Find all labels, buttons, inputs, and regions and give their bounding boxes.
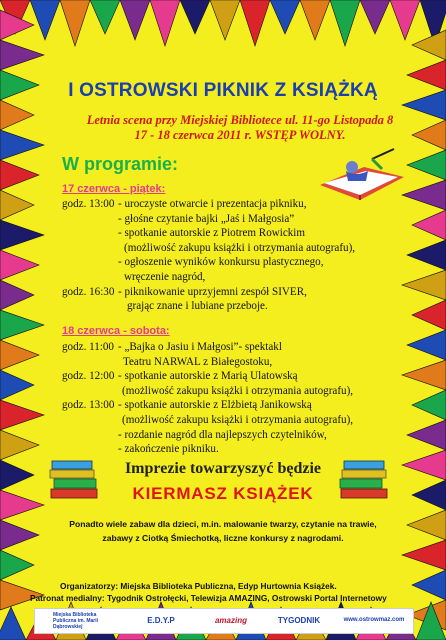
schedule-item: - spotkanie autorskie z Elżbietą Janikowską [118,399,312,412]
border-triangle [270,0,300,34]
border-triangle [412,390,446,420]
border-triangle [412,30,446,60]
program-heading: W programie: [62,154,179,174]
extra-line-2: zabawy z Ciotką Śmiechotką, liczne konkursy z nagrodami. [102,533,344,543]
border-triangle [412,210,446,240]
schedule-time: godz. 12:00 [62,370,115,383]
schedule-time: godz. 13:00 [62,399,115,412]
border-triangle [407,420,446,450]
kiermasz-heading: KIERMASZ KSIĄŻEK [132,484,314,503]
border-triangle [0,130,44,160]
schedule-item: - „Bajka o Jasiu i Małgosi”- spektakl [118,341,282,353]
schedule-item: Teatru NARWAL z Białegostoku, [123,355,273,368]
schedule-item: - uroczyste otwarcie i prezentacja pikniku, [118,198,307,210]
schedule-item: (możliwość zakupu książki i otrzymania autografu), [124,241,356,254]
border-triangle [412,570,446,600]
border-triangle [0,100,34,130]
border-triangle [412,300,446,330]
border-triangle [0,607,26,640]
schedule-time: godz. 16:30 [62,285,115,298]
portal-logo: www.ostrowmaz.com [343,617,405,623]
border-triangle [150,0,180,46]
border-triangle [0,160,39,190]
imprezie-text: Imprezie towarzyszyć będzie [124,460,322,477]
edyp-logo: E.D.Y.P [147,616,175,625]
border-triangle [0,190,34,220]
border-triangle [0,340,39,370]
border-triangle [360,0,390,34]
border-triangle [120,0,150,40]
event-title: I OSTROWSKI PIKNIK Z KSIĄŻKĄ [68,80,378,101]
schedule-item: - głośne czytanie bajki „Jaś i Małgosia” [118,212,295,225]
schedule-time: godz. 13:00 [62,198,115,210]
border-triangle [0,430,39,460]
schedule-item: grając znane i lubiane przeboje. [127,300,268,313]
library-logo: Miejska Biblioteka Publiczna im. Marii Dąbrowskiej [53,612,99,629]
border-triangle [407,240,446,270]
schedule-item: wręczenie nagród, [124,271,206,283]
border-triangle [0,40,44,70]
border-triangle [0,310,44,340]
border-triangle [180,0,210,34]
border-triangle [210,0,240,40]
schedule-item: (możliwość zakupu książki i otrzymania autografu), [122,384,354,397]
amazing-logo: amazing [214,616,247,625]
day2-heading: 18 czerwca - sobota: [62,325,170,337]
border-triangle [0,550,34,580]
border-triangle [240,0,270,46]
border-triangle [0,280,34,310]
schedule-item: - spotkanie autorskie z Piotrem Rowickim [118,227,306,240]
schedule-time: godz. 11:00 [62,341,114,353]
day1-heading: 17 czerwca - piątek: [62,183,166,195]
border-triangle [407,150,446,180]
border-triangle [90,0,120,34]
border-triangle [0,250,39,280]
patrons-text: Patronat medialny: Tygodnik Ostrołęcki, Telewizja AMAZING, Ostrowski Portal Internetowy [30,593,387,603]
schedule-item: - piknikowanie uprzyjemni zespół SIVER, [118,285,307,298]
border-triangle [407,330,446,360]
border-triangle [0,400,44,430]
border-triangle [60,0,90,46]
schedule-item: - zakończenie pikniku. [118,443,219,456]
tygodnik-logo: TYGODNIK [277,616,321,625]
border-triangle [300,0,330,40]
border-triangle [402,540,446,570]
flying-book-illustration [312,145,412,215]
venue-line: Letnia scena przy Miejskiej Bibliotece ul. 11-go Listopada 8 [86,113,394,127]
border-triangle [0,370,34,400]
border-triangle [330,0,360,46]
border-triangle [0,220,44,250]
date-line: 17 - 18 czerwca 2011 r. WSTĘP WOLNY. [134,128,346,142]
schedule-item: - spotkanie autorskie z Marią Ulatowską [118,370,298,383]
border-triangle [390,0,420,40]
organizers-text: Organizatorzy: Miejska Biblioteka Publiczna, Edyp Hurtownia Książek. [60,581,337,591]
border-triangle [30,0,60,40]
schedule-item: (możliwość zakupu książki i otrzymania autografu), [122,414,354,426]
extra-line-1: Ponadto wiele zabaw dla dzieci, m.in. malowanie twarzy, czytanie na trawie, [69,519,377,529]
schedule-item: - rozdanie nagród dla najlepszych czytelników, [118,428,327,441]
border-triangle [402,360,446,390]
border-triangle [402,270,446,300]
schedule-item: - ogłoszenie wyników konkursu plastycznego, [118,256,324,269]
sponsor-logos-strip [34,608,414,634]
